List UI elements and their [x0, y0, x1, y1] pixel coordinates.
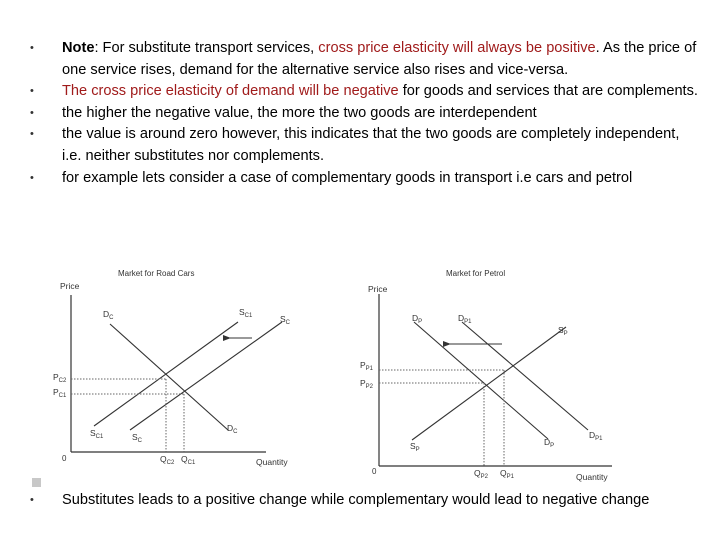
- petrol-qp1-label: $Q_{P1}$: [500, 468, 514, 480]
- bullet-note: • Note: For substitute transport services, cross price elasticity will always be positive. As the price of one service rises, demand for the alternative service also rises and vice-versa.: [30, 40, 697, 78]
- bullet-dot-icon: •: [30, 171, 34, 184]
- road-cars-chart: [53, 269, 291, 467]
- road-cars-qc2-label: $Q_{C2}$: [160, 454, 175, 466]
- petrol-qp2-label: $Q_{P2}$: [474, 468, 488, 480]
- petrol-chart: [360, 269, 612, 482]
- bullet-list: [22, 38, 702, 189]
- petrol-demand-dp-curve: [414, 322, 548, 439]
- road-cars-sc-label: $S_C$: [280, 314, 291, 326]
- petrol-quantity-label: Quantity: [576, 472, 608, 482]
- bullet-example: • for example lets consider a case of complementary goods in transport i.e cars and petrol: [22, 168, 702, 190]
- bullet-interdependent: • the higher the negative value, the more the two goods are interdependent: [22, 103, 702, 125]
- petrol-sp-start-label: $S_P$: [410, 441, 420, 453]
- road-cars-sc-start-label: $S_C$: [132, 432, 143, 444]
- bullet-dot-icon: •: [30, 42, 34, 54]
- diagrams: [0, 262, 720, 487]
- road-cars-qc1-label: $Q_{C1}$: [181, 454, 196, 466]
- bullet-dot-icon: •: [30, 128, 34, 141]
- petrol-dp-label: $D_P$: [412, 313, 423, 325]
- petrol-dp1-label: $D_{P1}$: [458, 313, 472, 325]
- bullet-complements: • The cross price elasticity of demand will be negative for goods and services that are complements.: [22, 81, 702, 103]
- road-cars-pc2-label: $P_{C2}$: [53, 372, 67, 384]
- petrol-title: Market for Petrol: [446, 269, 506, 278]
- road-cars-title: Market for Road Cars: [118, 269, 195, 278]
- bullet-dot-icon: •: [30, 106, 34, 119]
- road-cars-origin: 0: [62, 454, 67, 463]
- petrol-pp2-label: $P_{P2}$: [360, 378, 374, 390]
- petrol-dp-end-label: $D_P$: [544, 437, 555, 449]
- petrol-demand-dp1-curve: [462, 322, 588, 430]
- petrol-sp-label: $S_P$: [558, 325, 568, 337]
- bullet-summary: • Substitutes leads to a positive change while complementary would lead to negative change: [22, 490, 702, 512]
- road-cars-sc1-start-label: $S_{C1}$: [90, 428, 104, 440]
- petrol-price-label: Price: [368, 284, 388, 294]
- petrol-origin: 0: [372, 467, 377, 476]
- road-cars-sc1-label: $S_{C1}$: [239, 307, 253, 319]
- road-cars-supply-c-curve: [130, 322, 282, 430]
- bullet-dot-icon: •: [30, 85, 34, 98]
- bullet-dot-icon: •: [30, 494, 34, 506]
- road-cars-quantity-label: Quantity: [256, 457, 288, 467]
- road-cars-dc-end-label: $D_C$: [227, 423, 238, 435]
- summary-list: [22, 490, 702, 512]
- bullet-independent: • the value is around zero however, this indicates that the two goods are completely independent, i.e. neither substitutes nor complements.: [30, 126, 680, 164]
- road-cars-dc-label: $D_C$: [103, 309, 114, 321]
- petrol-pp1-label: $P_{P1}$: [360, 360, 374, 372]
- road-cars-pc1-label: $P_{C1}$: [53, 387, 67, 399]
- road-cars-price-label: Price: [60, 281, 80, 291]
- diagrams-svg: [0, 262, 720, 487]
- road-cars-demand-curve: [110, 324, 228, 430]
- petrol-dp1-end-label: $D_{P1}$: [589, 430, 603, 442]
- placeholder-square-icon: [32, 478, 41, 487]
